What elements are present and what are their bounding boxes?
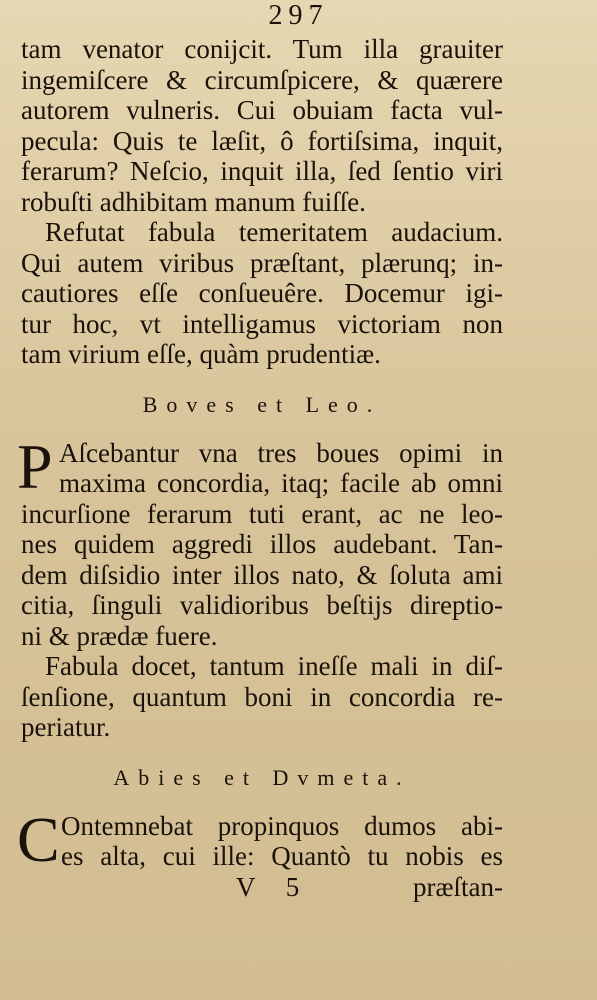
text-line: ingemiſcere & circumſpicere, & quærere — [21, 64, 503, 95]
text-line: Ontemnebat propinquos dumos abi- — [61, 810, 503, 841]
text-line: dem diſsidio inter illos nato, & ſoluta ami — [21, 559, 503, 590]
page-footer — [21, 872, 503, 902]
moral-line: Refutat fabula temeritatem audacium. — [45, 217, 503, 247]
text-line: citia, ſinguli validioribus beſtijs direptio- — [21, 590, 503, 620]
section-three — [17, 803, 503, 875]
text-line: robuſti adhibitam manum fuiſſe. — [21, 186, 366, 217]
moral-line: Fabula docet, tantum ineſſe mali in diſ- — [45, 651, 503, 681]
moral-line: cautiores eſſe conſueuêre. Docemur igi- — [21, 278, 503, 308]
page-number: 297 — [268, 0, 329, 31]
moral-line: periatur. — [21, 712, 111, 742]
section-one — [21, 34, 503, 370]
moral-line: Qui autem viribus præſtant, plærunq; in- — [21, 247, 503, 278]
moral-line: ſenſione, quantum boni in concordia re- — [21, 681, 503, 712]
drop-cap-letter: C — [17, 803, 60, 875]
text-line: maxima concordia, itaq; facile ab omni — [59, 468, 503, 498]
moral-line: tam virium eſſe, quàm prudentiæ. — [21, 339, 381, 369]
catchword: præſtan- — [413, 871, 503, 902]
text-line: ferarum? Neſcio, inquit illa, ſed ſentio viri — [21, 156, 503, 186]
drop-cap-letter: P — [17, 430, 53, 502]
text-line: pecula: Quis te læſit, ô fortiſsima, inquit, — [21, 125, 503, 156]
moral-line: tur hoc, vt intelligamus victoriam non — [21, 308, 503, 339]
text-line: nes quidem aggredi illos audebant. Tan- — [21, 529, 503, 559]
fable-title-abies-et-dumeta: Abies et Dvmeta. — [113, 764, 411, 790]
text-line: autorem vulneris. Cui obuiam facta vul- — [21, 95, 503, 125]
fable-title-boves-et-leo: Boves et Leo. — [142, 391, 382, 417]
section-two — [17, 430, 503, 743]
text-line: incurſione ferarum tuti erant, ac ne leo- — [21, 498, 503, 529]
text-line: ni & prædæ fuere. — [21, 620, 218, 651]
text-block — [17, 34, 503, 902]
text-line: Aſcebantur vna tres boues opimi in — [59, 437, 503, 468]
text-line: tam venator conijcit. Tum illa grauiter — [21, 34, 503, 64]
signature-mark: V 5 — [236, 871, 312, 902]
text-line: es alta, cui ille: Quantò tu nobis es — [61, 841, 503, 871]
